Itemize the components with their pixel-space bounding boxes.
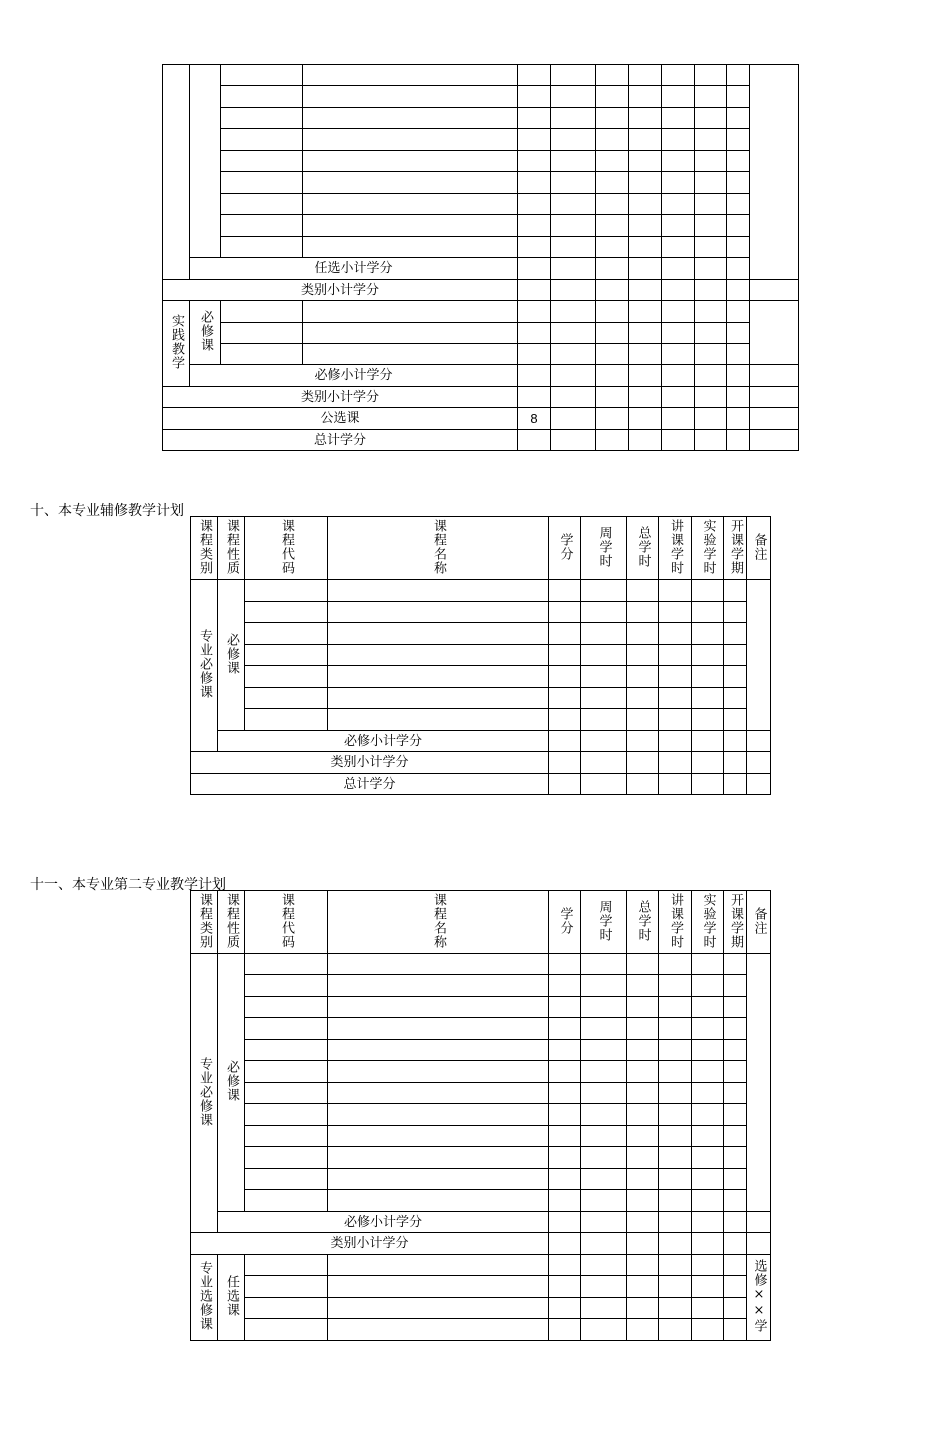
second-required-category-cell: 专业必修课 — [191, 954, 218, 1233]
header-code: 课程代码 — [245, 891, 328, 954]
top-course-table — [162, 64, 799, 451]
second-required-nature-cell: 必修课 — [218, 954, 245, 1212]
second-elective-remark: 选修××学 — [747, 1255, 771, 1341]
nature-cell-empty — [190, 65, 221, 258]
minor-plan-table — [190, 516, 771, 795]
remarks-cell-empty — [750, 65, 799, 280]
elective-subtotal-label: 任选小计学分 — [190, 258, 518, 280]
header-total-hours: 总学时 — [627, 517, 659, 580]
header-remarks: 备注 — [747, 517, 771, 580]
header-lecture-hours: 讲课学时 — [659, 517, 692, 580]
practice-nature-cell: 必修课 — [190, 301, 221, 365]
second-category-subtotal: 类别小计学分 — [191, 1233, 549, 1255]
minor-required-subtotal: 必修小计学分 — [218, 731, 549, 752]
minor-nature-cell: 必修课 — [218, 580, 245, 731]
public-elective-label: 公选课 — [163, 408, 518, 430]
header-weekly-hours: 周学时 — [581, 517, 627, 580]
header-lab-hours: 实验学时 — [692, 891, 724, 954]
second-major-plan-table — [190, 890, 771, 1341]
public-elective-credits: 8 — [518, 408, 551, 430]
header-name: 课程名称 — [328, 891, 549, 954]
category-subtotal-label-2: 类别小计学分 — [163, 387, 518, 408]
category-cell-empty — [163, 65, 190, 280]
minor-total-credits: 总计学分 — [191, 774, 549, 795]
header-category: 课程类别 — [191, 517, 218, 580]
header-semester: 开课学期 — [724, 517, 747, 580]
header-code: 课程代码 — [245, 517, 328, 580]
required-subtotal-label: 必修小计学分 — [190, 365, 518, 387]
header-remarks: 备注 — [747, 891, 771, 954]
second-elective-nature-cell: 任选课 — [218, 1255, 245, 1341]
header-nature: 课程性质 — [218, 517, 245, 580]
header-category: 课程类别 — [191, 891, 218, 954]
header-lab-hours: 实验学时 — [692, 517, 724, 580]
header-semester: 开课学期 — [724, 891, 747, 954]
section-10-title: 十、本专业辅修教学计划 — [30, 503, 184, 519]
minor-category-cell: 专业必修课 — [191, 580, 218, 752]
header-name: 课程名称 — [328, 517, 549, 580]
header-credits: 学分 — [549, 517, 581, 580]
practice-category-cell: 实践教学 — [163, 301, 190, 387]
header-total-hours: 总学时 — [627, 891, 659, 954]
header-weekly-hours: 周学时 — [581, 891, 627, 954]
section-11-title: 十一、本专业第二专业教学计划 — [30, 877, 226, 893]
category-subtotal-label: 类别小计学分 — [163, 280, 518, 301]
header-nature: 课程性质 — [218, 891, 245, 954]
total-credits-label: 总计学分 — [163, 430, 518, 451]
second-elective-category-cell: 专业选修课 — [191, 1255, 218, 1341]
minor-category-subtotal: 类别小计学分 — [191, 752, 549, 774]
header-lecture-hours: 讲课学时 — [659, 891, 692, 954]
header-credits: 学分 — [549, 891, 581, 954]
second-required-subtotal: 必修小计学分 — [218, 1212, 549, 1233]
